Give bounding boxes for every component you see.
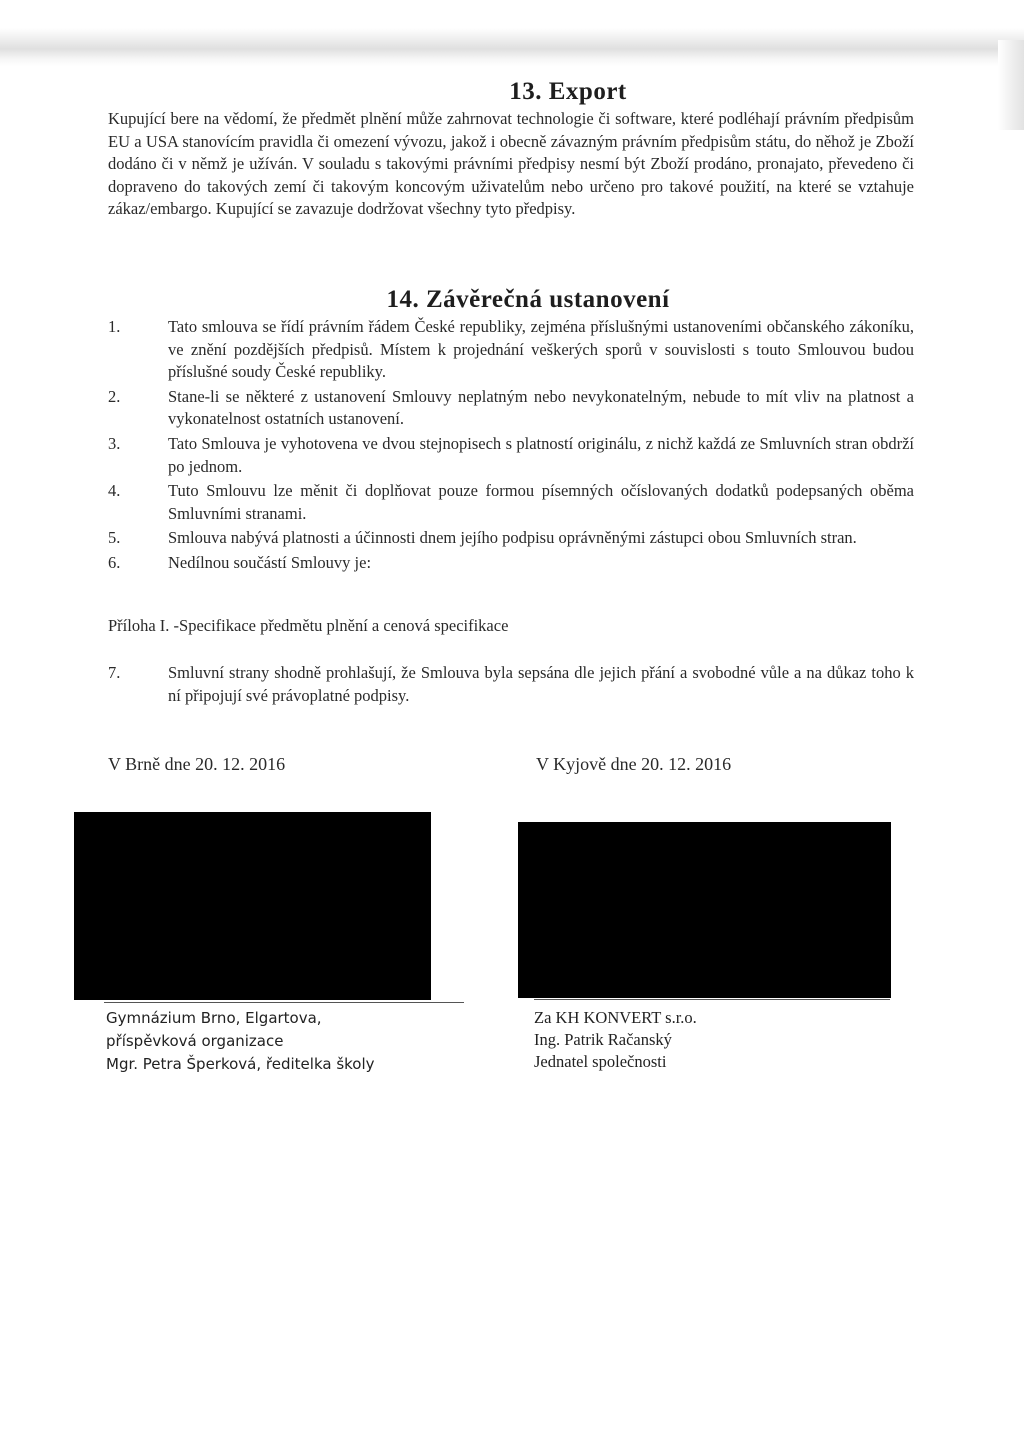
scan-shadow-top	[0, 28, 1024, 66]
item-text: Smluvní strany shodně prohlašují, že Smlouva byla sepsána dle jejich přání a svobodné vůle a na důkaz toho k ní připojují své právoplatné podpisy.	[168, 663, 914, 705]
signatory-right-organization: Za KH KONVERT s.r.o.	[534, 1008, 697, 1027]
signatory-left-name: Mgr. Petra Šperková, ředitelka školy	[106, 1055, 375, 1073]
item-number: 7.	[108, 663, 121, 682]
item-number: 5.	[108, 528, 121, 548]
signatory-left-org-type: příspěvková organizace	[106, 1032, 284, 1050]
list-item	[108, 480, 914, 525]
item-text: Tato smlouva se řídí právním řádem České republiky, zejména příslušnými ustanoveními občanského zákoníku, ve znění pozdějších předpisů. Místem k projednání veškerých sporů v souvislosti s touto Smlouvou budou příslušné soudy České republiky.	[168, 317, 914, 382]
redacted-signature-right	[518, 822, 891, 998]
item-text: Nedílnou součástí Smlouvy je:	[168, 552, 372, 572]
signature-line-right	[534, 999, 890, 1000]
section-title-final-provisions: 14. Závěrečná ustanovení	[386, 286, 670, 313]
item-text: Tuto Smlouvu lze měnit či doplňovat pouze formou písemných očíslovaných dodatků podepsaných oběma Smluvními stranami.	[168, 481, 914, 523]
signatory-left	[106, 1007, 375, 1076]
signatory-left-organization: Gymnázium Brno, Elgartova,	[106, 1009, 322, 1027]
item-text: Stane-li se některé z ustanovení Smlouvy neplatným nebo nevykonatelným, nebude to mít vliv na platnost a vykonatelnost ostatních ustanovení.	[168, 386, 914, 429]
attachment-reference: Příloha I. -Specifikace předmětu plnění a cenová specifikace	[108, 616, 509, 635]
place-date-right: V Kyjově dne 20. 12. 2016	[536, 754, 732, 774]
signatory-right-name: Ing. Patrik Račanský	[534, 1030, 672, 1049]
signatory-right-title: Jednatel společnosti	[534, 1052, 667, 1071]
item-number: 3.	[108, 433, 121, 453]
item-number: 2.	[108, 386, 121, 406]
export-paragraph: Kupující bere na vědomí, že předmět plnění může zahrnovat technologie či software, které podléhají právním předpisům EU a USA stanovícím pravidla či omezení vývozu, jakož i obecně závazným právním předpisům státu, do něhož je Zboží dodáno či v němž je užíván. V souladu s takovými právními předpisy nesmí být Zboží prodáno, pronajato, převedeno či dopraveno do takových zemí či takovým koncovým uživatelům nebo určeno pro takové použití, na které se vztahuje zákaz/embargo. Kupující se zavazuje dodržovat všechny tyto předpisy.	[108, 109, 914, 219]
redacted-signature-left	[74, 812, 431, 1000]
section-title-export: 13. Export	[509, 78, 627, 105]
item-number: 1.	[108, 317, 121, 336]
final-provisions-list	[108, 316, 914, 577]
item-text: Tato Smlouva je vyhotovena ve dvou stejnopisech s platností originálu, z nichž každá ze Smluvních stran obdrží po jednom.	[168, 433, 914, 476]
item-number: 6.	[108, 552, 121, 572]
signatory-right	[534, 1007, 697, 1073]
list-item	[108, 552, 914, 575]
place-date-left: V Brně dne 20. 12. 2016	[108, 754, 286, 774]
item-text: Smlouva nabývá platnosti a účinnosti dnem jejího podpisu oprávněnými zástupci obou Smluvních stran.	[168, 528, 857, 548]
list-item	[108, 433, 914, 478]
list-item	[108, 386, 914, 431]
list-item	[108, 527, 914, 550]
signature-line-left	[104, 1002, 464, 1003]
list-item	[108, 662, 914, 707]
list-item	[108, 316, 914, 384]
item-number: 4.	[108, 481, 121, 501]
